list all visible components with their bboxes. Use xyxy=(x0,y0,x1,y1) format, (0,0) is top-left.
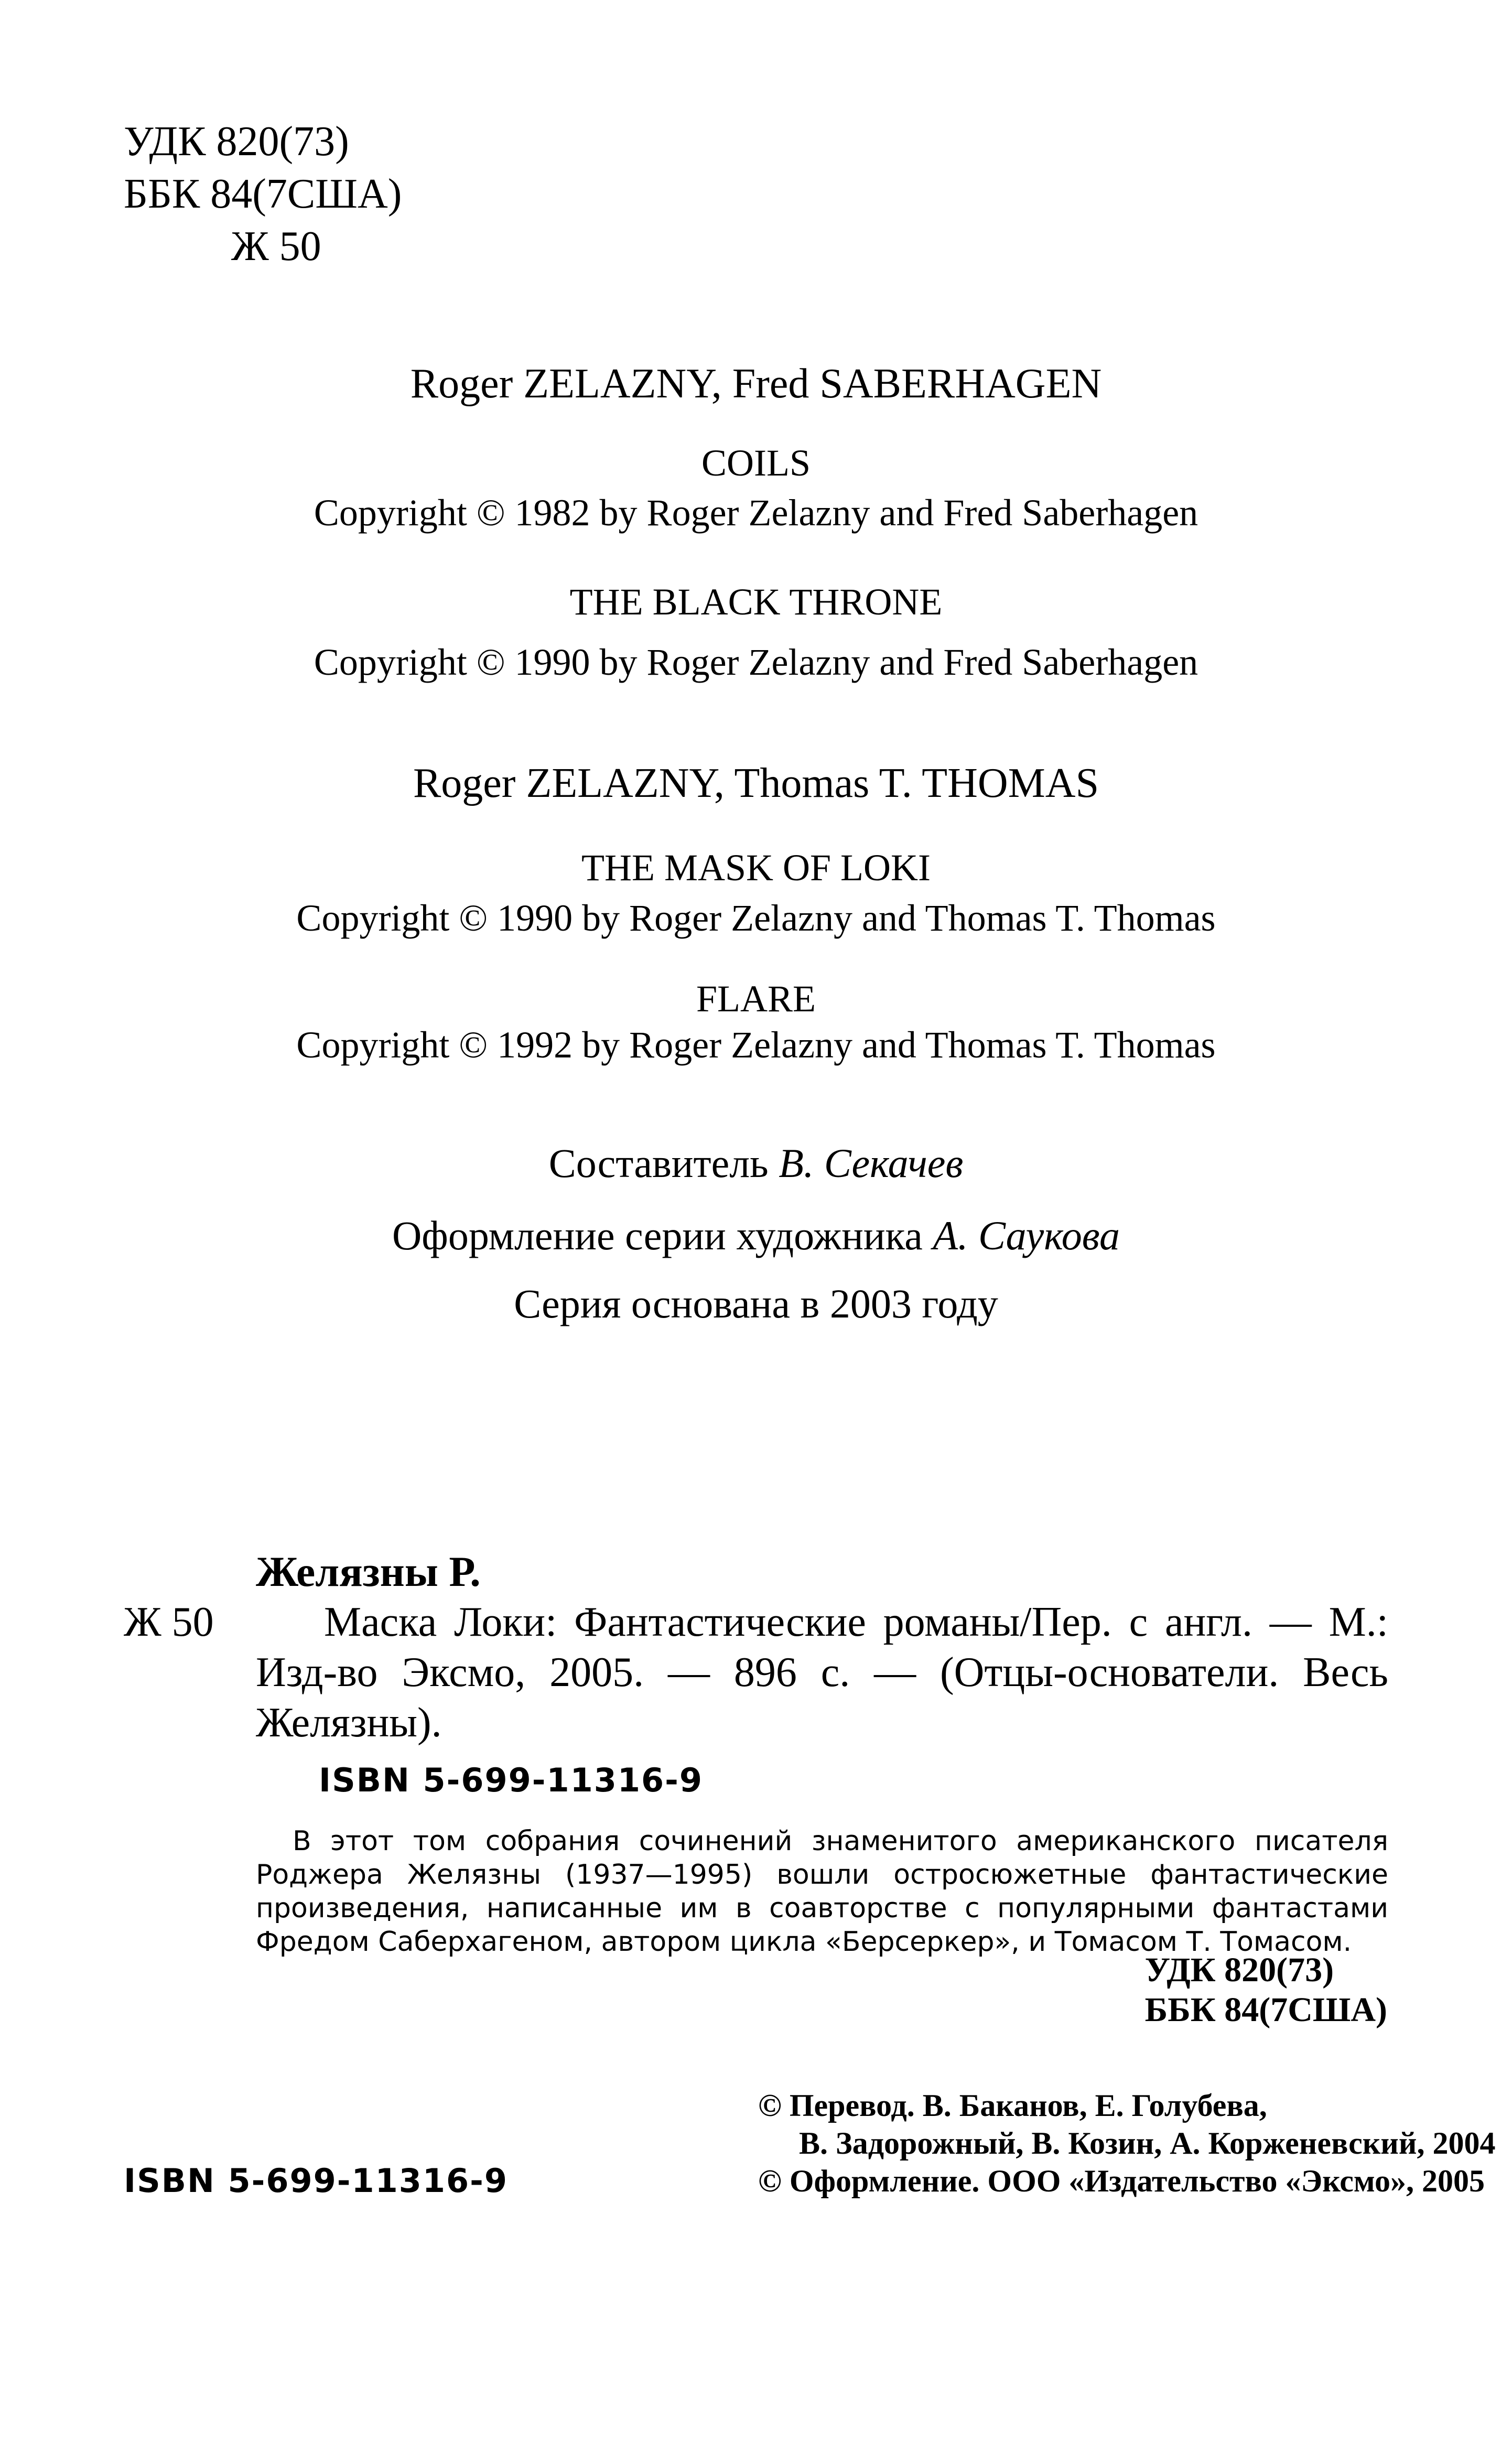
copyright-notice-black-throne: Copyright © 1990 by Roger Zelazny and Fred Saberhagen xyxy=(314,641,1198,683)
card-bbk: ББК 84(7США) xyxy=(1144,1991,1387,2029)
card-author: Желязны Р. xyxy=(256,1548,481,1595)
design-label: Оформление серии художника xyxy=(392,1213,933,1258)
card-author-code: Ж 50 xyxy=(124,1599,214,1645)
card-description-line1: Маска Локи: Фантастические романы/Пер. с англ. — xyxy=(324,1599,1312,1645)
copyright-notice-flare: Copyright © 1992 by Roger Zelazny and Thomas T. Thomas xyxy=(296,1024,1216,1066)
series-founded-line: Серия основана в 2003 году xyxy=(514,1281,998,1326)
card-isbn: ISBN 5-699-11316-9 xyxy=(319,1761,704,1799)
compiler-name: В. Секачев xyxy=(779,1140,964,1186)
design-copyright-line: © Оформление. ООО «Издательство «Эксмо», 2005 xyxy=(758,2164,1485,2198)
udk-code: УДК 820(73) xyxy=(124,118,349,165)
card-classification xyxy=(1145,1950,1387,2030)
card-udk: УДК 820(73) xyxy=(1144,1951,1334,1989)
translation-copyright-line1: © Перевод. В. Баканов, Е. Голубева, xyxy=(758,2088,1267,2123)
work-title-mask-of-loki: THE MASK OF LOKI xyxy=(581,847,931,889)
bbk-code: ББК 84(7США) xyxy=(124,171,402,217)
work-title-coils: COILS xyxy=(701,442,811,484)
authors-heading-2: Roger ZELAZNY, Thomas T. THOMAS xyxy=(413,760,1099,806)
classification-block xyxy=(124,115,402,273)
authors-heading-1: Roger ZELAZNY, Fred SABERHAGEN xyxy=(410,361,1102,407)
work-title-black-throne: THE BLACK THRONE xyxy=(569,581,943,623)
design-name: А. Саукова xyxy=(933,1213,1120,1258)
card-description xyxy=(256,1597,1388,1748)
card-annotation: В этот том собрания сочинений знаменитого американского писателя Роджера Желязны (1937—1995) вошли остросюжетные фантастические произведения, написанные им в соавторстве с популярными фантастами Фредом Саберхагеном, автором цикла «Берсеркер», и Томасом Т. Томасом. xyxy=(256,1826,1388,1958)
series-design-line xyxy=(0,1211,1512,1260)
footer-isbn: ISBN 5-699-11316-9 xyxy=(124,2162,509,2200)
footer-copyright-block xyxy=(758,2087,1495,2200)
card-description-rest: М.: Изд-во Эксмо, 2005. — 896 с. — (Отцы-основатели. Весь Желязны). xyxy=(256,1599,1389,1746)
author-code: Ж 50 xyxy=(231,223,321,269)
copyright-notice-mask-of-loki: Copyright © 1990 by Roger Zelazny and Thomas T. Thomas xyxy=(296,897,1216,939)
translation-copyright-line2: В. Задорожный, В. Козин, А. Корженевский, 2004 xyxy=(799,2126,1496,2161)
work-title-flare: FLARE xyxy=(696,978,816,1020)
compiler-label: Составитель xyxy=(548,1140,779,1186)
copyright-notice-coils: Copyright © 1982 by Roger Zelazny and Fred Saberhagen xyxy=(314,492,1198,534)
compiler-line xyxy=(0,1139,1512,1188)
